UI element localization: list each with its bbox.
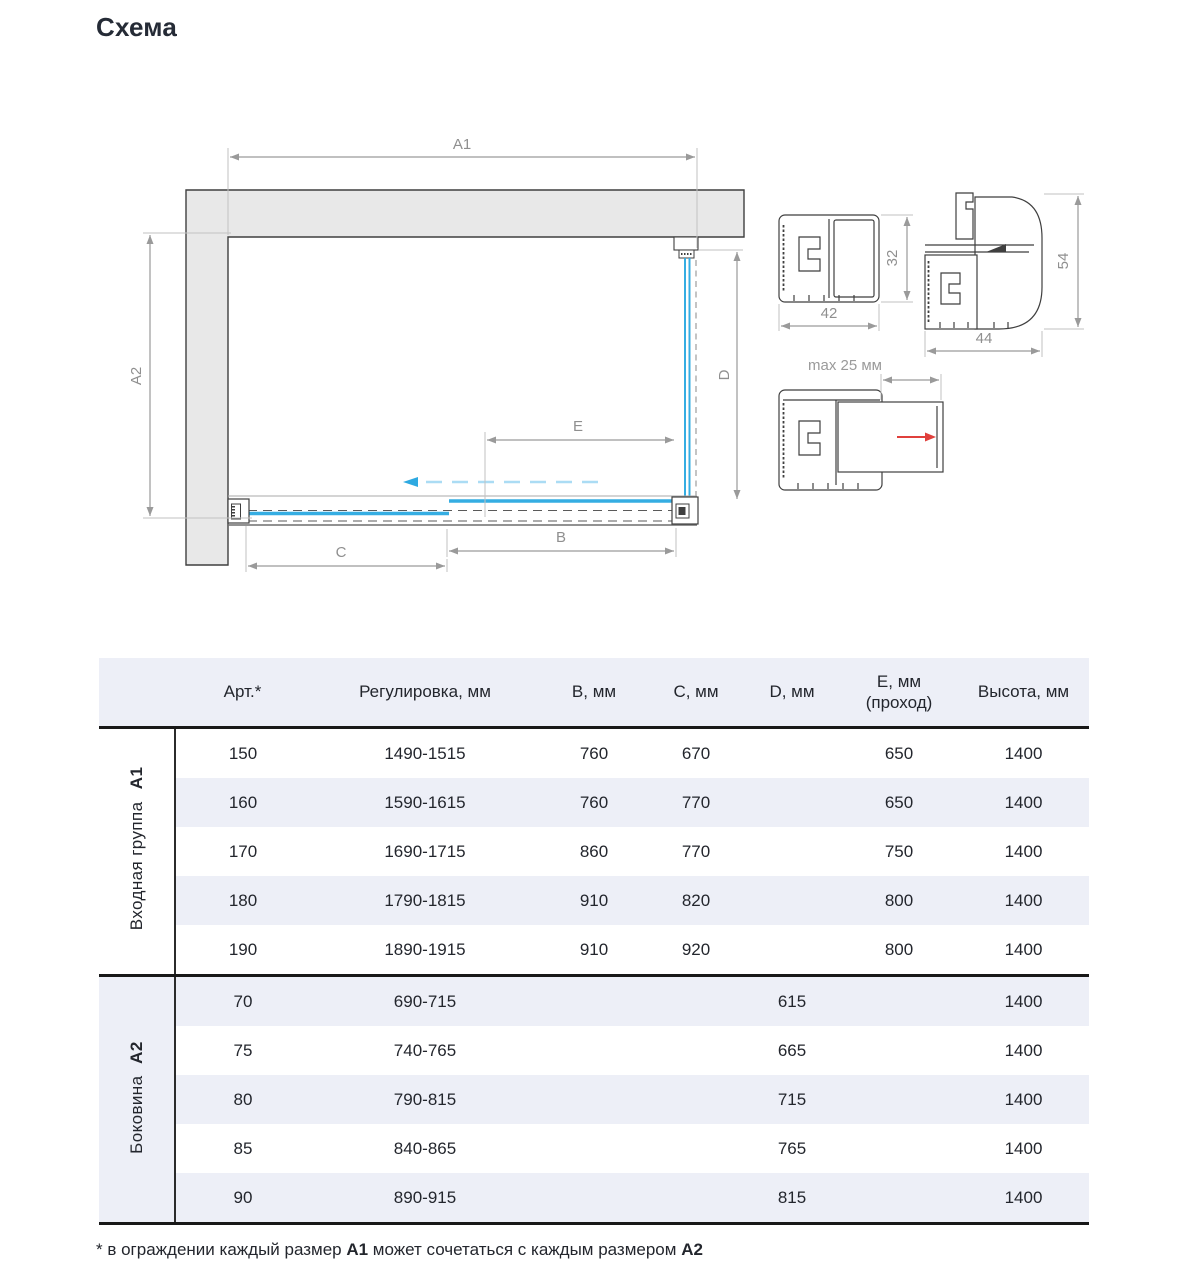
table-cell: 1590-1615: [310, 778, 540, 827]
table-cell: [540, 1124, 648, 1173]
label-54: 54: [1055, 252, 1072, 270]
label-44: 44: [975, 330, 993, 347]
table-cell: 1400: [958, 925, 1089, 976]
group-label-code: А2: [127, 1040, 146, 1064]
footnote-a1: А1: [346, 1240, 369, 1259]
table-cell: 770: [681, 841, 711, 861]
group-label-text: Боковина: [127, 1075, 146, 1154]
table-cell: [840, 1075, 958, 1124]
group-label-code: А1: [127, 767, 146, 790]
table-cell: 160: [175, 778, 310, 827]
table-cell: 860: [579, 841, 609, 861]
table-cell: 650: [840, 778, 958, 827]
table-cell: 765: [777, 1138, 807, 1158]
table-row: [99, 976, 1089, 1027]
table-cell: 650: [884, 743, 914, 763]
label-32: 32: [884, 249, 901, 267]
table-cell: 740-765: [393, 1040, 457, 1060]
table-cell: 1490-1515: [384, 743, 466, 763]
col-header-height: Высота, мм: [958, 658, 1089, 728]
table-cell: [744, 827, 840, 876]
col-header-regulation: Регулировка, мм: [310, 658, 540, 728]
table-row: [99, 1026, 1089, 1075]
table-cell: 750: [884, 841, 914, 861]
slide-direction-arrow: [403, 477, 598, 487]
table-cell: 1400: [958, 976, 1089, 1027]
size-table: [99, 658, 1089, 1225]
table-row: [99, 925, 1089, 976]
label-c: C: [335, 544, 347, 561]
footnote-a2: А2: [681, 1240, 703, 1259]
table-cell: 910: [540, 925, 648, 976]
dimension-c: [246, 526, 447, 572]
table-row: [99, 827, 1089, 876]
col-header-e-line2: (проход): [865, 693, 933, 712]
table-cell: 665: [777, 1040, 807, 1060]
col-header-d: D, мм: [744, 658, 840, 728]
col-header-e: [840, 658, 958, 728]
table-cell: 1400: [958, 1173, 1089, 1224]
table-cell: 690-715: [310, 976, 540, 1027]
col-header-empty: [99, 658, 175, 728]
table-cell: [540, 976, 648, 1027]
table-cell: [648, 1026, 744, 1075]
table-cell: 760: [579, 743, 609, 763]
table-cell: [840, 976, 958, 1027]
table-cell: 90: [175, 1173, 310, 1224]
table-cell: 1400: [958, 778, 1089, 827]
col-header-c: С, мм: [648, 658, 744, 728]
table-cell: 1890-1915: [310, 925, 540, 976]
footnote-middle: может сочетаться с каждым размером: [368, 1240, 682, 1259]
dimension-d: [699, 250, 743, 499]
table-cell: 70: [175, 976, 310, 1027]
group-label-a2: [99, 976, 175, 1224]
dimension-b: [447, 528, 676, 557]
table-cell: 910: [540, 876, 648, 925]
table-row: [99, 876, 1089, 925]
table-cell: 1400: [1004, 1138, 1043, 1158]
table-cell: 715: [744, 1075, 840, 1124]
table-cell: 615: [744, 976, 840, 1027]
table-cell: [540, 1026, 648, 1075]
table-cell: 800: [840, 876, 958, 925]
table-cell: 1400: [958, 1075, 1089, 1124]
wall-profile-connector: [228, 499, 249, 523]
header-row: [99, 658, 1089, 728]
table-cell: 170: [228, 841, 258, 861]
table-cell: 1400: [1004, 841, 1043, 861]
table-cell: [744, 778, 840, 827]
table-cell: 890-915: [310, 1173, 540, 1224]
table-cell: 1400: [1004, 743, 1043, 763]
profile-section-44x54: [925, 193, 1084, 357]
label-a1: A1: [452, 136, 472, 153]
label-max-offset: max 25 мм: [808, 357, 882, 374]
table-cell: [744, 728, 840, 779]
table-cell: 150: [228, 743, 258, 763]
table-cell: 815: [744, 1173, 840, 1224]
footnote-prefix: * в ограждении каждый размер: [96, 1240, 347, 1259]
table-cell: [540, 1075, 648, 1124]
group-a1: [99, 728, 1089, 976]
table-cell: [840, 1173, 958, 1224]
table-row: [99, 778, 1089, 827]
table-cell: 770: [648, 778, 744, 827]
technical-diagram: [0, 85, 1187, 685]
footnote: [96, 1240, 703, 1260]
table-cell: [744, 876, 840, 925]
table-cell: 190: [175, 925, 310, 976]
table-cell: [840, 1124, 958, 1173]
col-header-e-line1: Е, мм: [876, 671, 922, 691]
table-cell: 920: [648, 925, 744, 976]
table-cell: 85: [233, 1138, 253, 1158]
label-b: B: [555, 529, 567, 546]
table-cell: 180: [175, 876, 310, 925]
label-d: D: [716, 369, 733, 381]
table-cell: 80: [175, 1075, 310, 1124]
table-row: [99, 728, 1089, 779]
plan-view: [186, 190, 744, 565]
group-label-a1: [99, 728, 175, 976]
group-a2: [99, 976, 1089, 1224]
profile-section-extension: [779, 357, 943, 490]
label-42: 42: [820, 305, 838, 322]
table-cell: 1790-1815: [310, 876, 540, 925]
profile-section-42x32: [779, 215, 913, 331]
page-title: Схема: [96, 12, 178, 42]
table-cell: 1400: [1004, 1040, 1043, 1060]
table-cell: 760: [540, 778, 648, 827]
table-cell: [540, 1173, 648, 1224]
table-cell: [744, 925, 840, 976]
corner-connector: [672, 497, 698, 524]
col-header-art: Арт.*: [175, 658, 310, 728]
table-cell: [648, 1124, 744, 1173]
table-cell: 820: [648, 876, 744, 925]
table-cell: [648, 976, 744, 1027]
table-cell: 1400: [958, 876, 1089, 925]
table-cell: 790-815: [310, 1075, 540, 1124]
table-row: [99, 1173, 1089, 1224]
col-header-b: В, мм: [540, 658, 648, 728]
table-cell: 800: [840, 925, 958, 976]
table-cell: [648, 1173, 744, 1224]
table-cell: 840-865: [393, 1138, 457, 1158]
label-e: E: [572, 418, 584, 435]
table-row: [99, 1075, 1089, 1124]
table-cell: [648, 1075, 744, 1124]
wall: [186, 190, 744, 565]
table-header: [99, 658, 1089, 728]
table-cell: [840, 1026, 958, 1075]
label-a2: A2: [128, 366, 145, 386]
table-cell: 75: [233, 1040, 253, 1060]
table-cell: 1690-1715: [384, 841, 466, 861]
side-glass-panel: [674, 237, 698, 501]
table-cell: 670: [681, 743, 711, 763]
table-row: [99, 1124, 1089, 1173]
group-label-text: Входная группа: [127, 801, 146, 931]
